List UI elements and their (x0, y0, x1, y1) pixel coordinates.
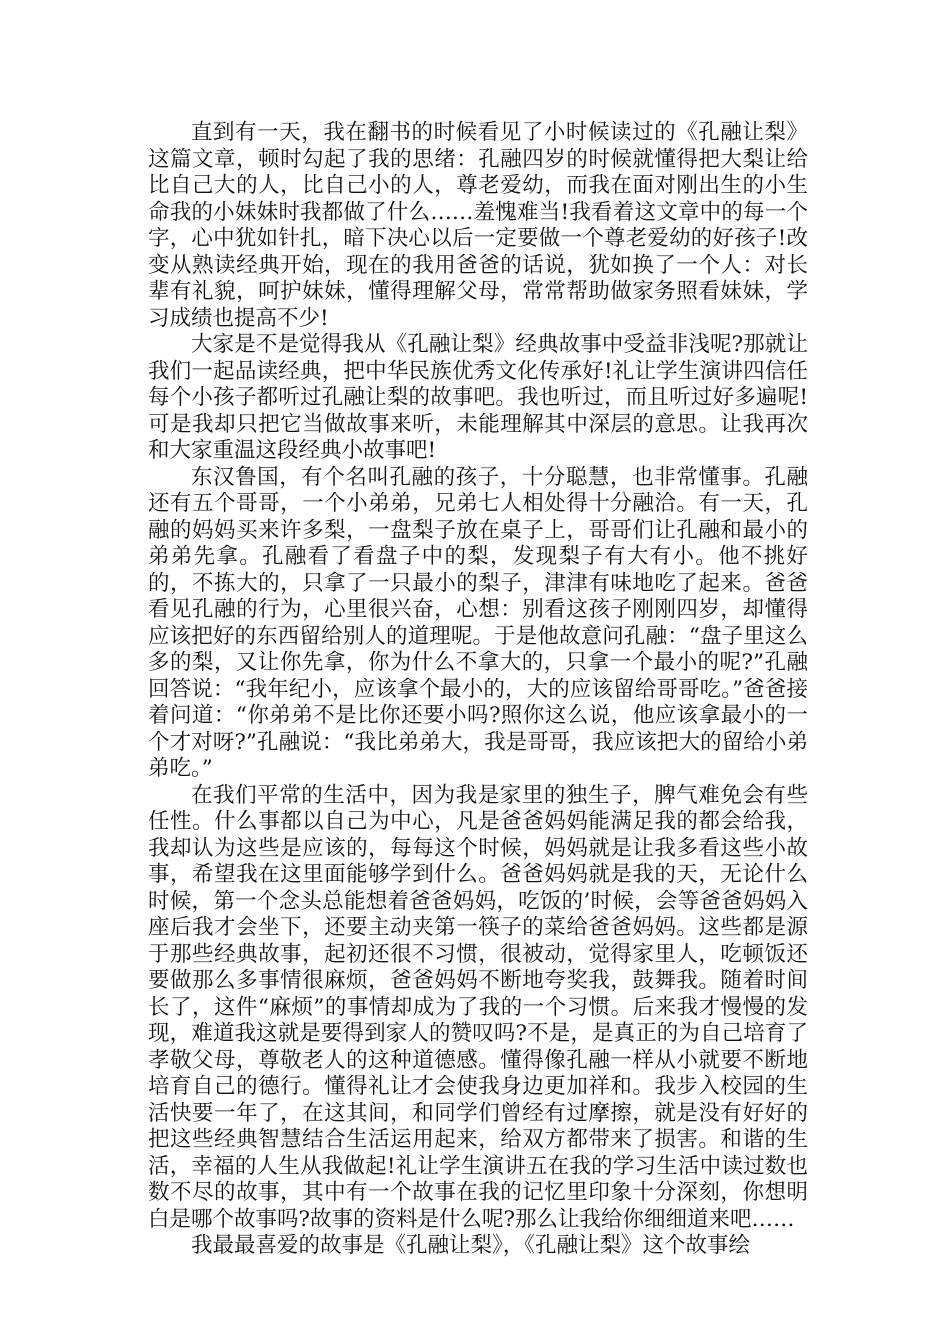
document-body (148, 120, 808, 1260)
paragraph-4: 在我们平常的生活中，因为我是家里的独生子，脾气难免会有些任性。什么事都以自己为中心，凡是爸爸妈妈能满足我的都会给我，我却认为这些是应该的，每每这个时候，妈妈就是让我多看这些小故事，希望我在这里面能够学到什么。爸爸妈妈就是我的天，无论什么时候，第一个念头总能想着爸爸妈妈，吃饭的’时候，会等爸爸妈妈入座后我才会坐下，还要主动夹第一筷子的菜给爸爸妈妈。这些都是源于那些经典故事，起初还很不习惯，很被动，觉得家里人，吃顿饭还要做那么多事情很麻烦，爸爸妈妈不断地夸奖我，鼓舞我。随着时间长了，这件“麻烦”的事情却成为了我的一个习惯。后来我才慢慢的发现，难道我这就是要得到家人的赞叹吗?不是，是真正的为自己培育了孝敬父母，尊敬老人的这种道德感。懂得像孔融一样从小就要不断地培育自己的德行。懂得礼让才会使我身边更加祥和。我步入校园的生活快要一年了，在这其间，和同学们曾经有过摩擦，就是没有好好的把这些经典智慧结合生活运用起来，给双方都带来了损害。和谐的生活，幸福的人生从我做起!礼让学生演讲五在我的学习生活中读过数也数不尽的故事，其中有一个故事在我的记忆里印象十分深刻，你想明白是哪个故事吗?故事的资料是什么呢?那么让我给你细细道来吧…… (148, 782, 808, 1232)
paragraph-5: 我最最喜爱的故事是《孔融让梨》，《孔融让梨》这个故事绘 (191, 1233, 751, 1258)
paragraph-1: 直到有一天，我在翻书的时候看见了小时候读过的《孔融让梨》这篇文章，顿时勾起了我的思绪：孔融四岁的时候就懂得把大梨让给比自己大的人，比自己小的人，尊老爱幼，而我在面对刚出生的小生命我的小妹妹时我都做了什么……羞愧难当!我看着这文章中的每一个字，心中犹如针扎，暗下决心以后一定要做一个尊老爱幼的好孩子!改变从熟读经典开始，现在的我用爸爸的话说，犹如换了一个人：对长辈有礼貌，呵护妹妹，懂得理解父母，常常帮助做家务照看妹妹，学习成绩也提高不少! (148, 120, 808, 331)
paragraph-3: 东汉鲁国，有个名叫孔融的孩子，十分聪慧，也非常懂事。孔融还有五个哥哥，一个小弟弟，兄弟七人相处得十分融洽。有一天，孔融的妈妈买来许多梨，一盘梨子放在桌子上，哥哥们让孔融和最小的弟弟先拿。孔融看了看盘子中的梨，发现梨子有大有小。他不挑好的，不拣大的，只拿了一只最小的梨子，津津有味地吃了起来。爸爸看见孔融的行为，心里很兴奋，心想：别看这孩子刚刚四岁，却懂得应该把好的东西留给别人的道理呢。于是他故意问孔融：“盘子里这么多的梨，又让你先拿，你为什么不拿大的，只拿一个最小的呢?”孔融回答说：“我年纪小，应该拿个最小的，大的应该留给哥哥吃。”爸爸接着问道：“你弟弟不是比你还要小吗?照你这么说，他应该拿最小的一个才对呀?”孔融说：“我比弟弟大，我是哥哥，我应该把大的留给小弟弟吃。” (148, 464, 808, 781)
paragraph-2: 大家是不是觉得我从《孔融让梨》经典故事中受益非浅呢?那就让我们一起品读经典，把中华民族优秀文化传承好!礼让学生演讲四信任每个小孩子都听过孔融让梨的故事吧。我也听过，而且听过好多遍呢!可是我却只把它当做故事来听，未能理解其中深层的意思。让我再次和大家重温这段经典小故事吧! (148, 332, 808, 463)
